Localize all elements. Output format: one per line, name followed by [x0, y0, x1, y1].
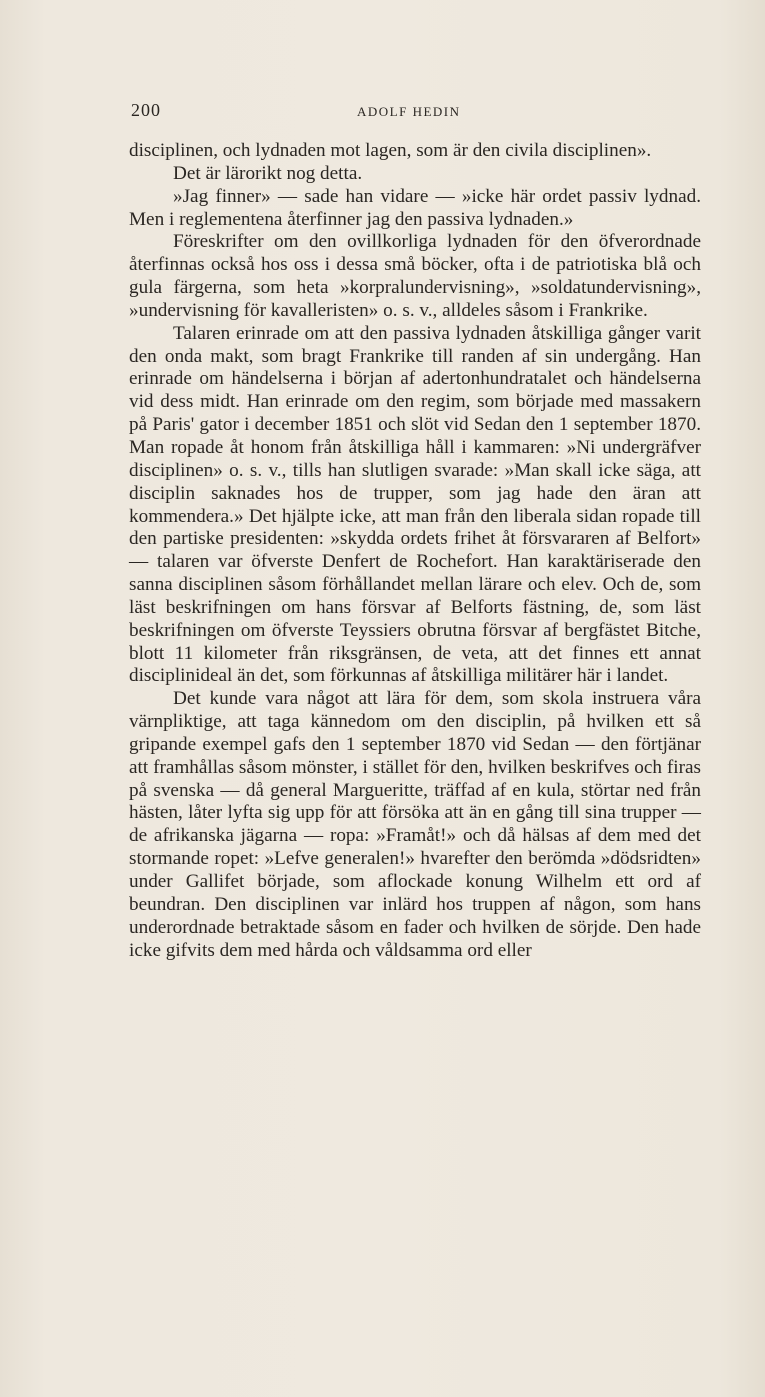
page-number: 200	[131, 100, 161, 120]
running-head: ADOLF HEDIN	[357, 104, 461, 119]
paragraph-5: Talaren erinrade om att den passiva lydnaden åtskilliga gånger varit den onda makt, som bragt Frankrike till randen af sin undergång. Han erinrade om händelserna i början af adertonhundratalet och händelserna vid dess midt. Han erinrade om den regim, som började med massakern på Paris' gator i december 1851 och slöt vid Sedan den 1 september 1870. Man ropade åt honom från åtskilliga håll i kammaren: »Ni undergräfver disciplinen» o. s. v., tills han slutligen svarade: »Man skall icke säga, att disciplin saknades hos de trupper, som jag hade den äran att kommendera.» Det hjälpte icke, att man från den liberala sidan ropade till den partiske presidenten: »skydda ordets frihet åt försvararen af Belfort» — talaren var öfverste Denfert de Rochefort. Han karaktäriserade den sanna disciplinen såsom förhållandet mellan lärare och elev. Och de, som läst beskrifningen om hans försvar af Belforts fästning, de, som läst beskrifningen om öfverste Teyssiers obrutna försvar af bergfästet Bitche, blott 11 kilometer från riksgränsen, de veta, att det finnes ett annat disciplinideal än det, som förkunnas af åtskilliga militärer här i landet.	[129, 322, 701, 687]
paragraph-2: Det är lärorikt nog detta.	[173, 162, 363, 184]
page-header	[131, 100, 701, 124]
body-text	[129, 140, 701, 962]
paragraph-3: »Jag finner» — sade han vidare — »icke här ordet passiv lydnad. Men i reglementena återfinner jag den passiva lydnaden.»	[129, 185, 701, 230]
paragraph-6: Det kunde vara något att lära för dem, som skola instruera våra värnpliktige, att taga kännedom om den disciplin, på hvilken ett så gripande exempel gafs den 1 september 1870 vid Sedan — den förtjänar att framhållas såsom mönster, i stället för den, hvilken beskrifves och firas på svenska — då general Margueritte, träffad af en kula, störtar ned från hästen, låter lyfta sig upp för att försöka att än en gång till sina trupper — de afrikanska jägarna — ropa: »Framåt!» och då hälsas af dem med det stormande ropet: »Lefve generalen!» hvarefter den berömda »dödsridten» under Gallifet började, som aflockade konung Wilhelm ett ord af beundran. Den disciplinen var inlärd hos truppen af någon, som hans underordnade betraktade såsom en fader och hvilken de sörjde. Den hade icke gifvits dem med hårda och våldsamma ord eller	[129, 688, 701, 961]
paragraph-1: disciplinen, och lydnaden mot lagen, som är den civila disciplinen».	[129, 140, 652, 161]
paragraph-4: Föreskrifter om den ovillkorliga lydnaden för den öfverordnade återfinnas också hos oss i dessa små böcker, ofta i de patriotiska blå och gula färgerna, som heta »korpralundervisning», »soldatundervisning», »undervisning för kavalleristen» o. s. v., alldeles såsom i Frankrike.	[129, 231, 701, 321]
